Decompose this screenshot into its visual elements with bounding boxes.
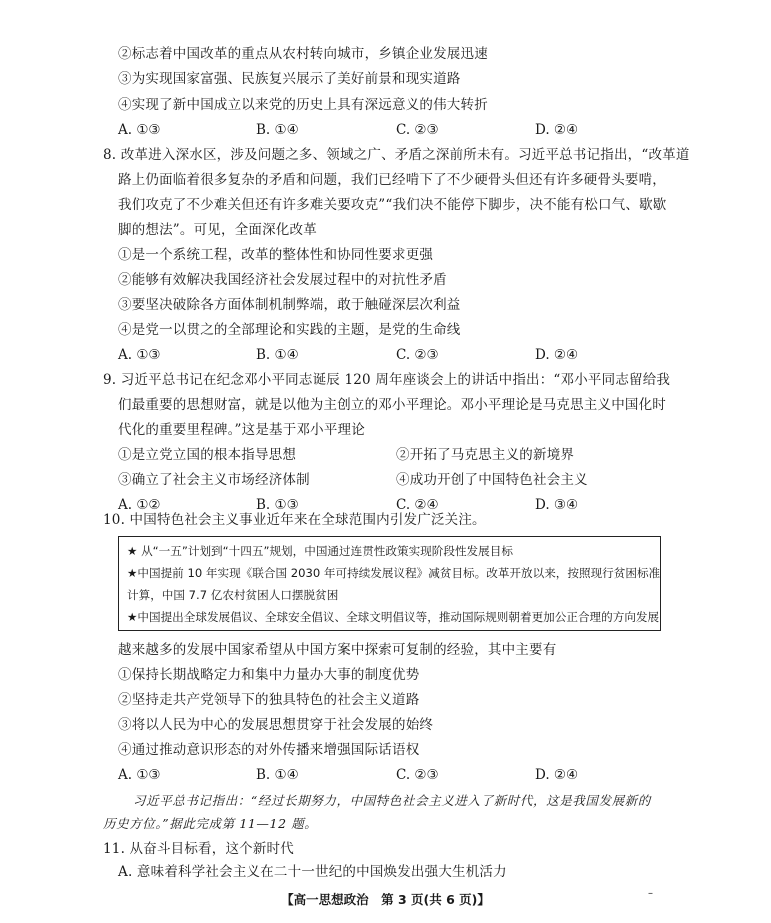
q9-stem-line-2: 们最重要的思想财富，就是以他为主创立的邓小平理论。邓小平理论是马克思主义中国化时 [118,397,666,413]
q8-item-3: ③要坚决破除各方面体制机制弊端，敢于触碰深层次利益 [118,297,461,313]
q8-stem-line-3: 我们攻克了不少难关但还有许多难关要攻克”“我们决不能停下脚步，决不能有松口气、歇歇 [118,197,667,213]
material-line-1: 习近平总书记指出：“经过长期努力，中国特色社会主义进入了新时代，这是我国发展新的 [133,793,651,808]
q9-item-1: ①是立党立国的根本指导思想 [118,447,297,463]
q7-option-b: B. ①④ [256,122,299,138]
q10-box-line-1: ★ 从“一五”计划到“十四五”规划，中国通过连贯性政策实现阶段性发展目标 [127,544,513,558]
q8-item-2: ②能够有效解决我国经济社会发展过程中的对抗性矛盾 [118,272,447,288]
q10-item-2: ②坚持走共产党领导下的独具特色的社会主义道路 [118,692,420,708]
q10-stem: 10. 中国特色社会主义事业近年来在全球范围内引发广泛关注。 [103,512,486,528]
q10-box-line-4: ★中国提出全球发展倡议、全球安全倡议、全球文明倡议等，推动国际规则朝着更加公正合理的方向发展 [127,610,660,624]
q9-option-a: A. ①② [118,497,161,513]
q9-item-3: ③确立了社会主义市场经济体制 [118,472,310,488]
q8-option-b: B. ①④ [256,347,299,363]
q8-stem-line-4: 脚的想法”。可见，全面深化改革 [118,222,317,238]
q8-option-c: C. ②③ [396,347,439,363]
q7-item-4: ④实现了新中国成立以来党的历史上具有深远意义的伟大转折 [118,97,488,113]
page-footer: 【高一思想政治 第 3 页(共 6 页)】 [281,892,490,907]
q10-box-line-2: ★中国提前 10 年实现《联合国 2030 年可持续发展议程》减贫目标。改革开放以来，按照现行贫困标准 [127,566,661,580]
q8-item-4: ④是党一以贯之的全部理论和实践的主题，是党的生命线 [118,322,461,338]
q10-box-line-3: 计算，中国 7.7 亿农村贫困人口摆脱贫困 [127,588,339,602]
q8-item-1: ①是一个系统工程，改革的整体性和协同性要求更强 [118,247,434,263]
q11-option-a: A. 意味着科学社会主义在二十一世纪的中国焕发出强大生机活力 [118,864,507,880]
q9-option-d: D. ③④ [535,497,579,513]
q8-stem-line-2: 路上仍面临着很多复杂的矛盾和问题，我们已经啃下了不少硬骨头但还有许多硬骨头要啃， [118,172,666,188]
q9-option-b: B. ①③ [256,497,299,513]
q9-stem-line-3: 代化的重要里程碑。”这是基于邓小平理论 [118,422,365,438]
q10-option-d: D. ②④ [535,767,579,783]
footer-mark: – [648,888,653,899]
q7-item-3: ③为实现国家富强、民族复兴展示了美好前景和现实道路 [118,71,461,87]
q7-option-d: D. ②④ [535,122,579,138]
q10-item-1: ①保持长期战略定力和集中力量办大事的制度优势 [118,667,420,683]
q9-item-4: ④成功开创了中国特色社会主义 [396,472,588,488]
q7-option-c: C. ②③ [396,122,439,138]
q10-option-c: C. ②③ [396,767,439,783]
q9-item-2: ②开拓了马克思主义的新境界 [396,447,575,463]
q9-stem-line-1: 9. 习近平总书记在纪念邓小平同志诞辰 120 周年座谈会上的讲话中指出：“邓小平同志留给我 [103,372,671,388]
q9-option-c: C. ②④ [396,497,439,513]
q7-option-a: A. ①③ [118,122,161,138]
q11-stem: 11. 从奋斗目标看，这个新时代 [103,841,294,857]
q10-material-box [118,536,661,631]
q10-option-b: B. ①④ [256,767,299,783]
q10-item-4: ④通过推动意识形态的对外传播来增强国际话语权 [118,742,420,758]
q7-item-2: ②标志着中国改革的重点从农村转向城市，乡镇企业发展迅速 [118,46,488,62]
q10-item-3: ③将以人民为中心的发展思想贯穿于社会发展的始终 [118,717,434,733]
q10-after-text: 越来越多的发展中国家希望从中国方案中探索可复制的经验，其中主要有 [118,642,557,658]
q8-stem-line-1: 8. 改革进入深水区，涉及问题之多、领域之广、矛盾之深前所未有。习近平总书记指出，“改革道 [103,147,690,163]
q10-option-a: A. ①③ [118,767,161,783]
q8-option-a: A. ①③ [118,347,161,363]
q8-option-d: D. ②④ [535,347,579,363]
material-line-2: 历史方位。”据此完成第 11—12 题。 [103,816,318,831]
